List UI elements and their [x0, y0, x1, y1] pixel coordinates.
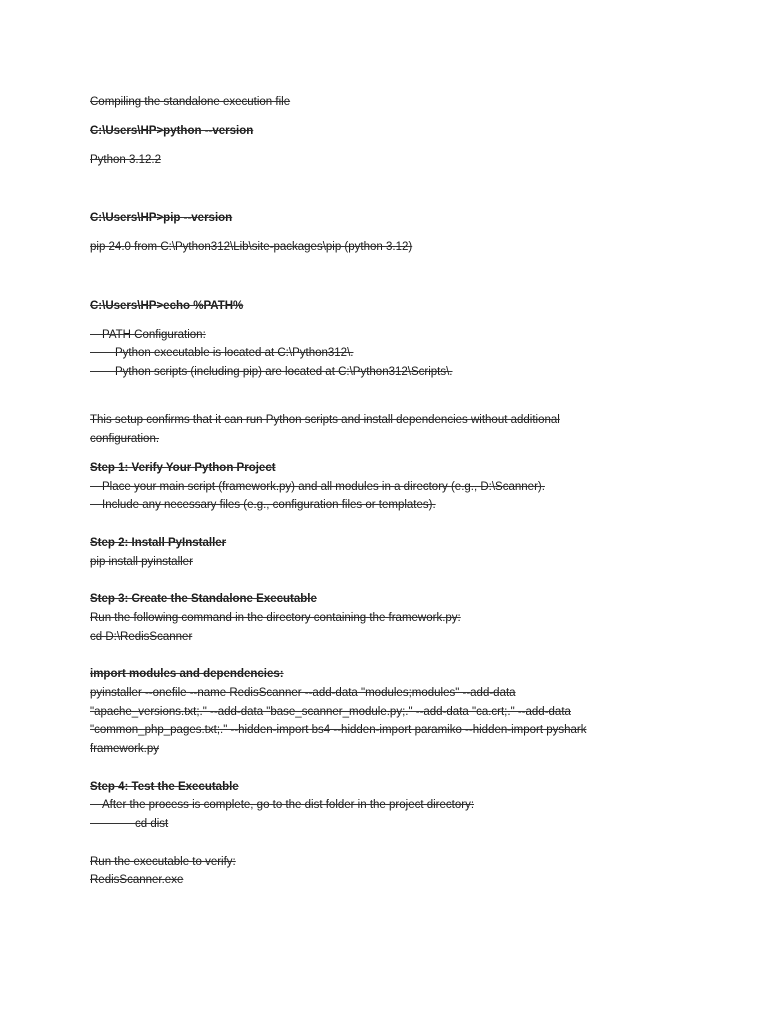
setup-note-line-1: This setup confirms that it can run Python scripts and install dependencies without additional: [90, 414, 560, 426]
step4-heading: Step 4: Test the Executable: [90, 781, 239, 793]
path-config-heading-text: PATH Configuration:: [102, 329, 206, 341]
pyinstaller-line-2: "apache_versions.txt;." --add-data "base_scanner_module.py;." --add-data "ca.crt;." --add-data: [90, 706, 571, 718]
pyinstaller-line-3: "common_php_pages.txt;." --hidden-import bs4 --hidden-import paramiko --hidden-import pyshark: [90, 724, 587, 736]
path-item-2: [90, 365, 453, 379]
run-exe: RedisScanner.exe: [90, 874, 184, 886]
step1-heading: Step 1: Verify Your Python Project: [90, 462, 276, 474]
command-pip-version: C:\Users\HP>pip --version: [90, 212, 233, 224]
step2-command: pip install pyinstaller: [90, 556, 193, 568]
output-python-version: Python 3.12.2: [90, 154, 161, 166]
document-title: Compiling the standalone execution file: [90, 96, 291, 108]
step4-cd-command: [90, 817, 168, 831]
step1-item-1-text: Place your main script (framework.py) and all modules in a directory (e.g., D:\Scanner).: [102, 481, 545, 493]
step1-item-2-text: Include any necessary files (e.g., configuration files or templates).: [102, 499, 436, 511]
step1-item-1: [90, 480, 545, 494]
step4-cd-command-text: cd dist: [135, 818, 169, 830]
step3-text: Run the following command in the directory containing the framework.py:: [90, 612, 461, 624]
setup-note-line-2: configuration.: [90, 433, 160, 445]
step3-cd-command: cd D:\RedisScanner: [90, 631, 193, 643]
import-heading: import modules and dependencies:: [90, 668, 284, 680]
command-python-version: C:\Users\HP>python --version: [90, 125, 254, 137]
step4-item-1-text: After the process is complete, go to the dist folder in the project directory:: [102, 799, 475, 811]
pyinstaller-line-1: pyinstaller --onefile --name RedisScanner --add-data "modules;modules" --add-data: [90, 687, 516, 699]
step3-heading: Step 3: Create the Standalone Executable: [90, 593, 317, 605]
step4-item-1: [90, 798, 474, 812]
path-item-1: [90, 346, 353, 360]
pyinstaller-line-4: framework.py: [90, 743, 160, 755]
path-item-1-text: Python executable is located at C:\Python312\.: [115, 347, 354, 359]
step2-heading: Step 2: Install PyInstaller: [90, 537, 227, 549]
command-echo-path: C:\Users\HP>echo %PATH%: [90, 300, 244, 312]
path-item-2-text: Python scripts (including pip) are located at C:\Python312\Scripts\.: [115, 366, 453, 378]
step1-item-2: [90, 498, 436, 512]
output-pip-version: pip 24.0 from C:\Python312\Lib\site-packages\pip (python 3.12): [90, 241, 413, 253]
path-config-heading: [90, 328, 206, 342]
run-text: Run the executable to verify:: [90, 856, 236, 868]
